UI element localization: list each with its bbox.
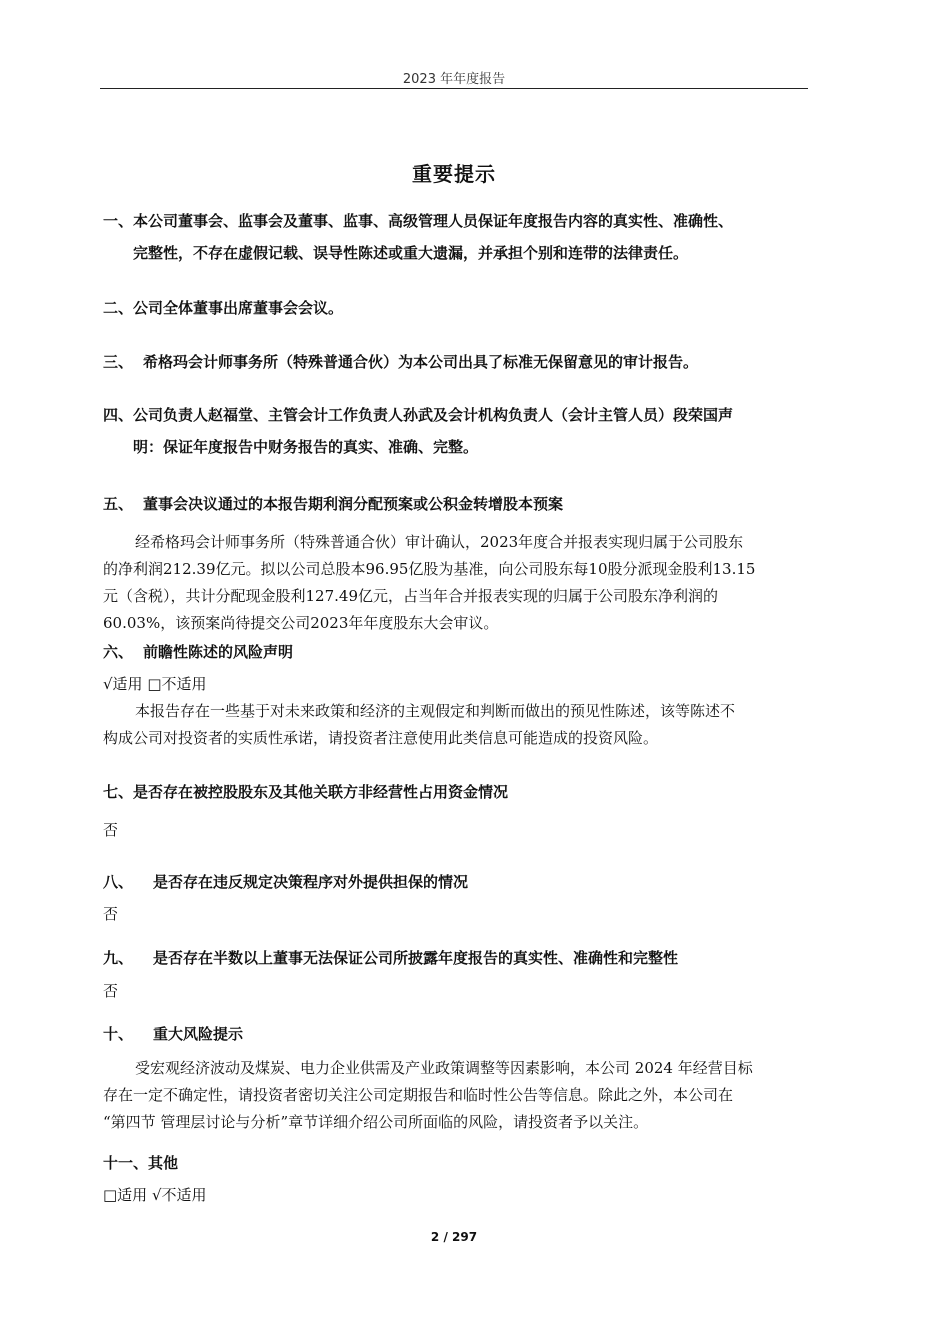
page-title: 重要提示	[412, 162, 496, 186]
section-4-number: 四、	[103, 406, 134, 424]
section-1	[103, 205, 811, 269]
section-1-line-2: 完整性，不存在虚假记载、误导性陈述或重大遗漏，并承担个别和连带的法律责任。	[133, 244, 689, 262]
section-8-number: 八、	[103, 873, 134, 891]
section-5-number: 五、	[103, 495, 134, 513]
section-3-text: 希格玛会计师事务所（特殊普通合伙）为本公司出具了标准无保留意见的审计报告。	[143, 353, 699, 371]
section-5-body-line: 元（含税），共计分配现金股利127.49亿元，占当年合并报表实现的归属于公司股东净利润的	[103, 587, 718, 605]
section-4-line-1: 公司负责人赵福堂、主管会计工作负责人孙武及会计机构负责人（会计主管人员）段荣国声	[133, 406, 734, 424]
section-2-number: 二、	[103, 299, 134, 317]
section-7-answer: 否	[103, 821, 119, 839]
section-9-answer: 否	[103, 982, 119, 1000]
section-7-heading	[103, 776, 811, 808]
section-10-heading	[103, 1018, 811, 1050]
section-10-body-line: “第四节 管理层讨论与分析”章节详细介绍公司所面临的风险，请投资者予以关注。	[103, 1113, 649, 1131]
section-6-heading	[103, 636, 811, 668]
section-6-options: √适用 □不适用	[103, 675, 207, 693]
section-10-body-line: 存在一定不确定性，请投资者密切关注公司定期报告和临时性公告等信息。除此之外，本公司在	[103, 1086, 734, 1104]
section-3	[103, 346, 811, 378]
section-4	[103, 399, 811, 463]
section-11-options: □适用 √不适用	[103, 1186, 207, 1204]
section-6-body	[103, 698, 808, 752]
page-number: 2 / 297	[430, 1230, 478, 1244]
section-9-heading	[103, 942, 811, 974]
section-10-body	[103, 1055, 808, 1136]
section-6-text: 前瞻性陈述的风险声明	[143, 643, 294, 661]
section-2-text: 公司全体董事出席董事会会议。	[133, 299, 344, 317]
header-divider	[100, 88, 808, 89]
section-8-text: 是否存在违反规定决策程序对外提供担保的情况	[153, 873, 469, 891]
section-1-line-1: 本公司董事会、监事会及董事、监事、高级管理人员保证年度报告内容的真实性、准确性、	[133, 212, 734, 230]
section-7-number: 七、	[103, 783, 134, 801]
section-10-number: 十、	[103, 1025, 134, 1043]
section-5-body-line: 的净利润212.39亿元。拟以公司总股本96.95亿股为基准，向公司股东每10股分派现金股利13.15	[103, 560, 756, 578]
section-9-number: 九、	[103, 949, 134, 967]
section-6-body-line: 本报告存在一些基于对未来政策和经济的主观假定和判断而做出的预见性陈述，该等陈述不	[135, 702, 736, 720]
section-10-body-line: 受宏观经济波动及煤炭、电力企业供需及产业政策调整等因素影响，本公司 2024 年经营目标	[135, 1059, 753, 1077]
section-6-body-line: 构成公司对投资者的实质性承诺，请投资者注意使用此类信息可能造成的投资风险。	[103, 729, 659, 747]
section-11-text: 其他	[148, 1154, 179, 1172]
section-11-heading	[103, 1147, 811, 1179]
section-2	[103, 292, 811, 324]
section-1-number: 一、	[103, 212, 134, 230]
section-4-line-2: 明：保证年度报告中财务报告的真实、准确、完整。	[133, 438, 479, 456]
section-7-text: 是否存在被控股股东及其他关联方非经营性占用资金情况	[133, 783, 509, 801]
section-5-body	[103, 529, 808, 637]
section-5-heading	[103, 488, 811, 520]
section-11-number: 十一、	[103, 1154, 149, 1172]
section-8-heading	[103, 866, 811, 898]
section-5-text: 董事会决议通过的本报告期利润分配预案或公积金转增股本预案	[143, 495, 564, 513]
section-3-number: 三、	[103, 353, 134, 371]
section-5-body-line: 60.03%，该预案尚待提交公司2023年年度股东大会审议。	[103, 614, 499, 632]
section-6-number: 六、	[103, 643, 134, 661]
section-9-text: 是否存在半数以上董事无法保证公司所披露年度报告的真实性、准确性和完整性	[153, 949, 679, 967]
section-5-body-line: 经希格玛会计师事务所（特殊普通合伙）审计确认，2023年度合并报表实现归属于公司股东	[135, 533, 744, 551]
section-8-answer: 否	[103, 905, 119, 923]
running-header: 2023 年年度报告	[402, 72, 506, 87]
section-10-text: 重大风险提示	[153, 1025, 244, 1043]
